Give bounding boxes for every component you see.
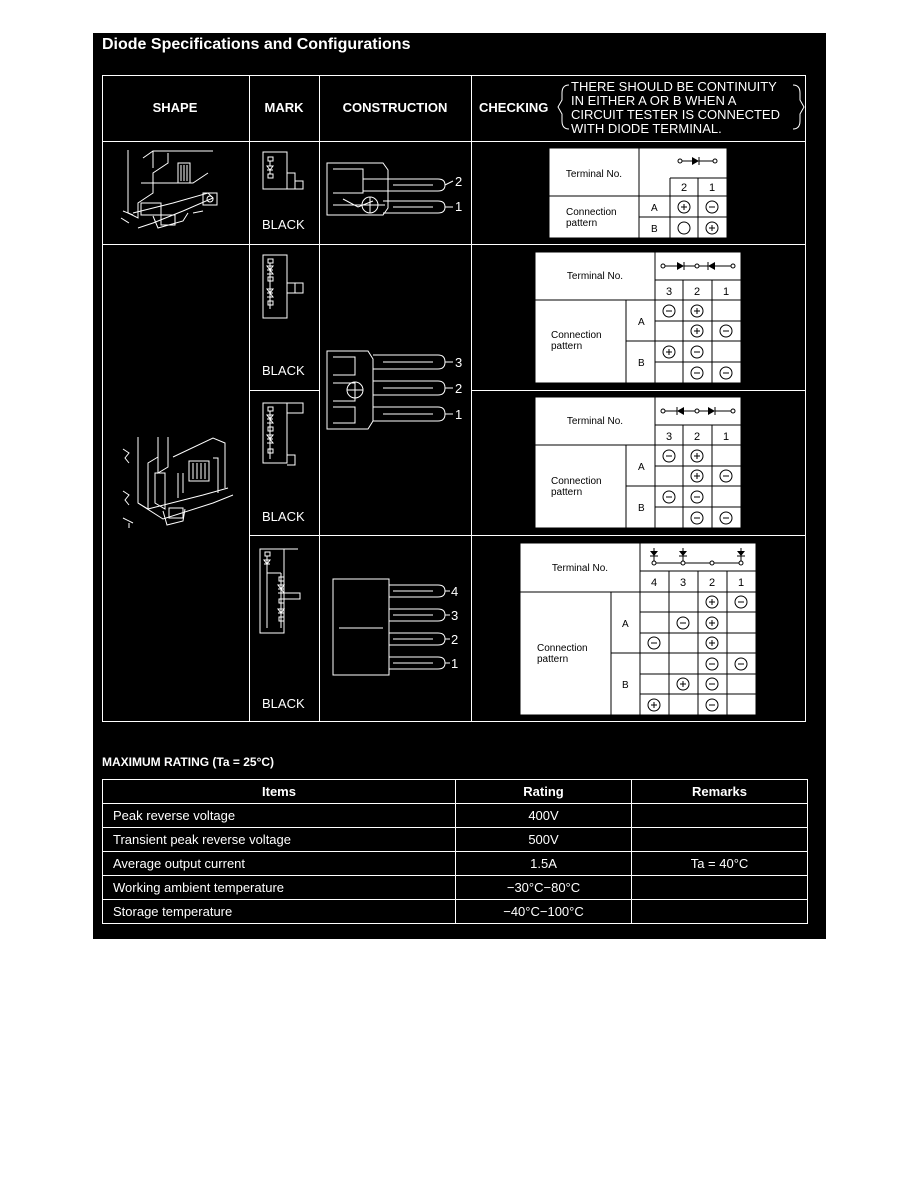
terminal-2: 2 <box>693 286 701 298</box>
connection-label: Connection <box>566 207 617 218</box>
empty-circle-icon <box>678 222 690 234</box>
page-title: Diode Specifications and Configurations <box>102 36 411 53</box>
table-row <box>103 852 808 876</box>
minus-icon <box>663 305 675 317</box>
pin-1-label: 1 <box>455 199 463 214</box>
rating-cell: 1.5A <box>456 852 632 876</box>
checking-note-line3: CIRCUIT TESTER IS CONNECTED <box>571 107 780 122</box>
terminal-1: 1 <box>708 182 716 194</box>
pin-2-label: 2 <box>451 632 459 647</box>
header-rating: Rating <box>456 780 632 804</box>
col-header-shape: SHAPE <box>152 100 198 115</box>
header-items: Items <box>103 780 456 804</box>
minus-icon <box>706 678 718 690</box>
remarks-cell <box>632 900 808 924</box>
connection-label: Connection <box>537 643 588 654</box>
plus-icon <box>691 470 703 482</box>
pin-1-label: 1 <box>455 407 463 422</box>
table-row <box>103 804 808 828</box>
pattern-b-label: B <box>651 224 658 235</box>
plus-icon <box>691 450 703 462</box>
minus-icon <box>691 491 703 503</box>
terminal-1: 1 <box>722 431 730 443</box>
right-brace-icon <box>793 85 804 129</box>
plus-icon <box>663 346 675 358</box>
check-table-2 <box>535 252 741 383</box>
pattern-label: pattern <box>537 654 569 665</box>
plus-icon <box>706 637 718 649</box>
checking-note-line2: IN EITHER A OR B WHEN A <box>571 93 737 108</box>
rating-cell: 500V <box>456 828 632 852</box>
document-panel <box>93 33 826 939</box>
pin-2-label: 2 <box>455 174 463 189</box>
terminal-2: 2 <box>680 182 688 194</box>
minus-icon <box>648 637 660 649</box>
remarks-cell <box>632 804 808 828</box>
plus-icon <box>678 201 690 213</box>
header-remarks: Remarks <box>632 780 808 804</box>
remarks-cell <box>632 876 808 900</box>
pattern-label: pattern <box>551 487 583 498</box>
pattern-a-label: A <box>638 317 645 328</box>
minus-icon <box>663 491 675 503</box>
rating-title: MAXIMUM RATING (Ta = 25°C) <box>102 755 275 769</box>
col-header-construction: CONSTRUCTION <box>342 100 448 115</box>
terminal-2: 2 <box>693 431 701 443</box>
mark-color-1: BLACK <box>262 217 305 232</box>
pin-4-label: 4 <box>451 584 459 599</box>
left-brace-icon <box>558 85 569 129</box>
pattern-label: pattern <box>551 341 583 352</box>
shape-sketch-2 <box>123 437 233 528</box>
item-cell: Peak reverse voltage <box>103 804 456 828</box>
minus-icon <box>720 367 732 379</box>
construction-4 <box>333 579 458 675</box>
pattern-b-label: B <box>638 503 645 514</box>
terminal-no-label: Terminal No. <box>566 271 624 282</box>
minus-icon <box>735 596 747 608</box>
diode-mark-4 <box>260 549 300 633</box>
terminal-no-label: Terminal No. <box>565 169 623 180</box>
pattern-a-label: A <box>651 203 658 214</box>
rating-cell: −40°C−100°C <box>456 900 632 924</box>
plus-icon <box>706 617 718 629</box>
plus-icon <box>706 222 718 234</box>
pattern-label: pattern <box>566 218 598 229</box>
table-row <box>103 828 808 852</box>
remarks-cell: Ta = 40°C <box>632 852 808 876</box>
rating-table <box>102 779 808 924</box>
checking-note-line4: WITH DIODE TERMINAL. <box>571 121 722 136</box>
minus-icon <box>691 367 703 379</box>
diode-mark-3 <box>263 403 303 465</box>
terminal-no-label: Terminal No. <box>566 416 624 427</box>
check-table-3 <box>535 397 741 528</box>
plus-icon <box>691 325 703 337</box>
check-table-1 <box>549 148 727 238</box>
pin-2-label: 2 <box>455 381 463 396</box>
diode-mark-1 <box>263 152 303 189</box>
minus-icon <box>691 512 703 524</box>
plus-icon <box>706 596 718 608</box>
pin-3-label: 3 <box>451 608 459 623</box>
construction-1 <box>327 163 462 215</box>
remarks-cell <box>632 828 808 852</box>
minus-icon <box>706 201 718 213</box>
diode-mark-2 <box>263 255 303 318</box>
mark-color-2: BLACK <box>262 363 305 378</box>
minus-icon <box>720 512 732 524</box>
terminal-3: 3 <box>665 431 673 443</box>
plus-icon <box>691 305 703 317</box>
terminal-3: 3 <box>679 577 687 589</box>
item-cell: Working ambient temperature <box>103 876 456 900</box>
mark-color-4: BLACK <box>262 696 305 711</box>
connection-label: Connection <box>551 476 602 487</box>
item-cell: Storage temperature <box>103 900 456 924</box>
pattern-a-label: A <box>622 619 629 630</box>
minus-icon <box>677 617 689 629</box>
diode-spec-diagram <box>93 33 826 733</box>
pattern-b-label: B <box>638 358 645 369</box>
terminal-1: 1 <box>737 577 745 589</box>
mark-color-3: BLACK <box>262 509 305 524</box>
shape-sketch-1 <box>121 150 217 228</box>
plus-icon <box>677 678 689 690</box>
minus-icon <box>691 346 703 358</box>
table-row <box>103 876 808 900</box>
terminal-3: 3 <box>665 286 673 298</box>
pattern-b-label: B <box>622 680 629 691</box>
check-table-4 <box>520 543 756 715</box>
terminal-2: 2 <box>708 577 716 589</box>
plus-icon <box>648 699 660 711</box>
pin-3-label: 3 <box>455 355 463 370</box>
rating-header-row <box>103 780 808 804</box>
item-cell: Transient peak reverse voltage <box>103 828 456 852</box>
minus-icon <box>735 658 747 670</box>
minus-icon <box>706 699 718 711</box>
pattern-a-label: A <box>638 462 645 473</box>
checking-note-line1: THERE SHOULD BE CONTINUITY <box>571 79 777 94</box>
minus-icon <box>706 658 718 670</box>
pin-1-label: 1 <box>451 656 459 671</box>
col-header-mark: MARK <box>264 100 304 115</box>
construction-2 <box>327 351 462 429</box>
minus-icon <box>720 325 732 337</box>
col-header-checking: CHECKING <box>479 100 549 115</box>
rating-cell: 400V <box>456 804 632 828</box>
minus-icon <box>720 470 732 482</box>
terminal-no-label: Terminal No. <box>551 563 609 574</box>
connection-label: Connection <box>551 330 602 341</box>
terminal-1: 1 <box>722 286 730 298</box>
item-cell: Average output current <box>103 852 456 876</box>
table-row <box>103 900 808 924</box>
rating-cell: −30°C−80°C <box>456 876 632 900</box>
minus-icon <box>663 450 675 462</box>
terminal-4: 4 <box>650 577 658 589</box>
